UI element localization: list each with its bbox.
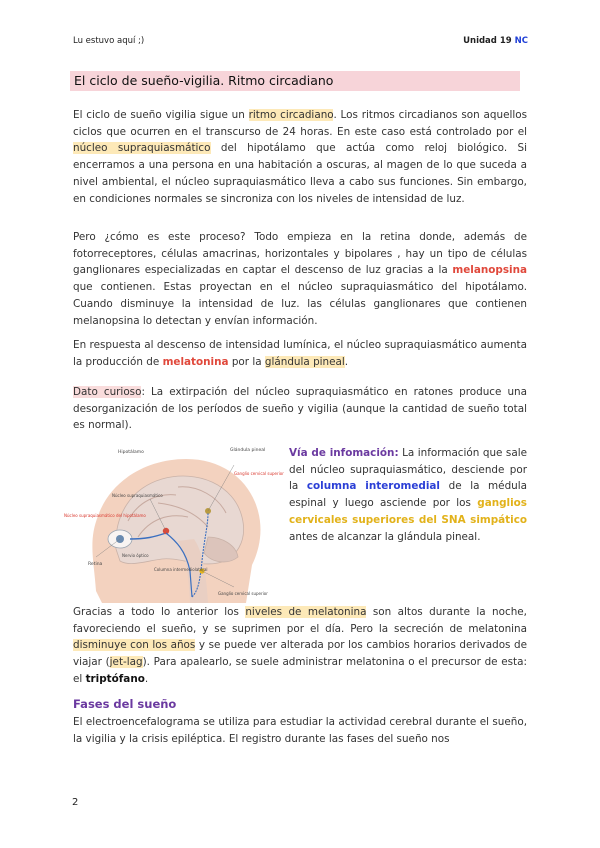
- label-columna: Columna intermediolateral: [154, 567, 208, 572]
- brain-pathway-illustration: [58, 441, 284, 603]
- paragraph-4: Dato curioso: La extirpación del núcleo supraquiasmático en ratones produce una desorganización de los períodos de sueño y vigilia (aunque la cantidad de sueño total es normal).: [73, 386, 527, 432]
- via-heading: Vía de infomación:: [289, 447, 399, 459]
- term-columna: columna interomedial: [306, 480, 440, 493]
- paragraph-3: En respuesta al descenso de intensidad lumínica, el núcleo supraquiasmático aumenta la producción de melatonina por la glándula pineal.: [73, 339, 527, 368]
- unit-tag: NC: [514, 36, 528, 46]
- term-melanopsina: melanopsina: [452, 264, 527, 277]
- label-red-right: Ganglio cervical superior: [234, 471, 284, 476]
- page-number: 2: [72, 797, 79, 808]
- header-unit: [463, 36, 528, 46]
- label-ganglio: Ganglio cervical superior: [218, 591, 268, 596]
- highlight-jetlag: jet-lag: [109, 656, 143, 669]
- page-title: El ciclo de sueño-vigilia. Ritmo circadiano: [74, 73, 334, 88]
- highlight-pineal: glándula pineal: [264, 355, 345, 368]
- paragraph-6: El electroencefalograma se utiliza para estudiar la actividad cerebral durante el sueño, la vigilia y la crisis epiléptica. El registro durante las fases del sueño nos: [73, 716, 527, 745]
- label-nervio-optico: Nervio óptico: [122, 553, 149, 558]
- highlight-anos: disminuye con los años: [73, 639, 196, 652]
- label-retina: Retina: [88, 562, 103, 567]
- dato-curioso-label: Dato curioso: [73, 386, 142, 398]
- section-heading: Fases del sueño: [73, 697, 177, 711]
- label-nucleo-supraquiasmatico: Núcleo supraquiasmático: [112, 493, 163, 498]
- highlight-ritmo: ritmo circadiano: [248, 109, 334, 121]
- header-author: Lu estuvo aquí ;): [73, 36, 145, 46]
- label-hipotalamo: Hipotálamo: [118, 450, 144, 455]
- paragraph-2: Pero ¿cómo es este proceso? Todo empieza en la retina donde, además de fotorreceptores, células amacrinas, horizontales y bipolares , hay un tipo de células ganglionares especializadas en captar el descenso de luz gracias a la melanopsina que contienen. Estas proyectan en el núcleo supraquiasmático del hipotálamo. Cuando disminuye la intensidad de luz. las células ganglionares que contienen melanopsina lo detectan y envían información.: [73, 231, 527, 327]
- term-melatonina: melatonina: [162, 355, 229, 368]
- highlight-nucleo: núcleo supraquiasmático: [73, 142, 211, 155]
- term-triptofano: triptófano: [85, 672, 145, 685]
- term-ganglios: ganglios cervicales superiores del SNA simpático: [289, 497, 527, 526]
- paragraph-5: Gracias a todo lo anterior los niveles de melatonina son altos durante la noche, favoreciendo el sueño, y se suprimen por el día. Pero la secreción de melatonina disminuye con los años y se puede ver alterada por los cambios horarios derivados de viajar (jet-lag). Para apalearlo, se suele administrar melatonina o el precursor de esta: el triptófano.: [73, 606, 528, 685]
- information-pathway-text: Vía de infomación: La información que sale del núcleo supraquiasmático, desciende por la columna interomedial de la médula espinal y luego asciende por los ganglios cervicales superiores del SNA simpático antes de alcanzar la glándula pineal.: [289, 447, 528, 543]
- highlight-niveles: niveles de melatonina: [245, 606, 367, 618]
- unit-label: Unidad 19: [463, 36, 512, 46]
- label-glandula-pineal: Glándula pineal: [230, 448, 266, 453]
- paragraph-1: El ciclo de sueño vigilia sigue un ritmo circadiano. Los ritmos circadianos son aquellos ciclos que ocurren en el transcurso de 24 horas. En este caso está controlado por el núcleo supraquiasmático del hipotálamo que actúa como reloj biológico. Si encerramos a una persona en una habitación a oscuras, al magen de lo que suceda a nivel ambiental, el núcleo supraquiasmático lleva a cabo sus funciones. Sin embargo, en condiciones normales se sincroniza con los niveles de intensidad de luz.: [73, 109, 528, 205]
- label-red-left: Núcleo supraquiasmático del hipotálamo: [64, 513, 146, 518]
